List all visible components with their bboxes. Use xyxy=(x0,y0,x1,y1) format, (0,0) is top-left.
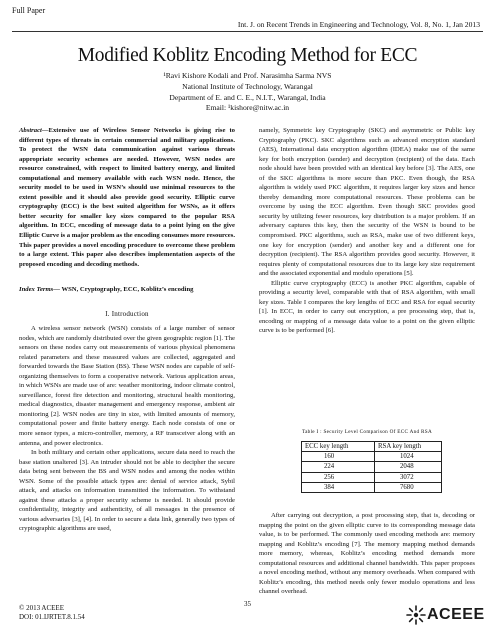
author-names: ¹Ravi Kishore Kodali and Prof. Narasimha Sarma NVS xyxy=(163,71,332,80)
table-row xyxy=(302,462,442,472)
page-number: 35 xyxy=(244,600,251,608)
key-length-table xyxy=(301,441,442,493)
table-caption: Table I : Security Level Comparison Of ECC And RSA xyxy=(301,429,433,435)
index-terms-text: — WSN, Cryptography, ECC, Koblitz’s encoding xyxy=(53,286,194,293)
author-block xyxy=(0,71,495,114)
table-header-cell: ECC key length xyxy=(302,442,375,452)
table-cell: 384 xyxy=(302,482,375,492)
abstract-label: Abstract xyxy=(19,127,42,134)
introduction-body xyxy=(19,324,235,534)
paragraph: In both military and certain other applications, secure data need to reach the base station unaltered [3]. An intruder should not be able to decipher the secure data being sent between the BS and WSN nodes and among the nodes within WSN. Some of the possible attack types are: denial of service attack, Sybil attack, and attacks on information transmitted the information. To withstand against these attacks a proper security scheme is needed. It should provide confidentiality, integrity and authenticity, of all messages in the presence of various adversaries [3], [4]. In order to secure a data link, generally two types of cryptographic algorithms are used, xyxy=(19,449,235,533)
table-cell: 2048 xyxy=(375,462,442,472)
right-column-top xyxy=(259,126,475,336)
index-terms-label: Index Terms xyxy=(19,286,54,293)
section-heading: I. Introduction xyxy=(105,310,149,318)
logo-text: ACEEE xyxy=(427,606,485,623)
table-cell: 7680 xyxy=(375,482,442,492)
table-cell: 256 xyxy=(302,472,375,482)
table-cell: 1024 xyxy=(375,452,442,462)
abstract xyxy=(19,126,235,269)
author-institution: National Institute of Technology, Warangal xyxy=(182,81,313,91)
author-department: Department of E. and C. E., N.I.T., Warangal, India xyxy=(169,92,326,102)
table-cell: 224 xyxy=(302,462,375,472)
aceee-logo xyxy=(405,604,483,626)
header-rule xyxy=(12,31,483,32)
logo-mark-icon xyxy=(405,604,427,626)
table-header-cell: RSA key length xyxy=(375,442,442,452)
table-row xyxy=(302,452,442,462)
table-row xyxy=(302,482,442,492)
paper-type-label: Full Paper xyxy=(12,6,46,15)
paragraph: Elliptic curve cryptography (ECC) is another PKC algorithm, capable of providing a security level, comparable with that of RSA algorithm, with small key sizes. Table I compares the key lengths of ECC and RSA for equal security [1]. In ECC, in order to carry out encryption, a pre processing step, that is, encoding or mapping of a message data value to a point on the given elliptic curve is to be performed [6]. xyxy=(259,279,475,335)
table-row xyxy=(302,472,442,482)
right-column-bottom xyxy=(259,511,475,597)
table-cell: 160 xyxy=(302,452,375,462)
index-terms xyxy=(19,285,235,295)
copyright: © 2013 ACEEE xyxy=(19,604,64,612)
paragraph: After carrying out decryption, a post processing step, that is, decoding or mapping the point on the given elliptic curve to its corresponding message data value, is to be performed. The commonly used encoding methods are: memory mapping and Koblitz’s encoding [7]. The memory mapping method demands more memory, whereas, Koblitz’s encoding method demands more computational resources and additional channel bandwidth. This paper proposes a novel encoding method, without any memory overheads. When compared with Koblitz’s encoding, this method needs only fewer modulo operations and less channel overhead. xyxy=(259,512,475,596)
paragraph: A wireless sensor network (WSN) consists of a large number of sensor nodes, which are randomly distributed over the given geographic region [1]. The sensors on these nodes carry out measurements of various physical phenomena related parameters and these measured values are collected, aggregated and forwarded towards the Base Station (BS). These WSN nodes are capable of self- organizing themselves to form a cooperative network. Various application areas, in which WSNs are made use of are: weather monitoring, indoor climate control, surveillance, forest fire detection and monitoring, structural health monitoring, medical diagnostics, disaster management and emergency response, ambient air monitoring [2]. WSN nodes are tiny in size, with limited amounts of memory, computational power and finite battery energy. Each node consists of one or more sensor types, a micro-controller, memory, a RF transceiver along with an antenna, and power electronics. xyxy=(19,325,235,447)
paper-title: Modified Koblitz Encoding Method for ECC xyxy=(77,45,418,66)
paragraph: namely, Symmetric key Cryptography (SKC) and asymmetric or Public key Cryptography (PKC). SKC algorithms such as advanced encryption standard (AES), International data encryption algorithm (IDEA) make use of the same key for both encryption (sender) and decryption (recipient) of the data. Each node should have been provided with an identical key before [3]. The AES, one of the SKC algorithms is more secure than PKC. Even though, the RSA algorithm is widely used PKC algorithm, it requires larger key sizes and hence thereby demanding more computational resources. These problems can be overcome by using the ECC algorithm. Even though SKC provides good security by utilizing fewer resources, key distribution is a major problem. If an adversary captures this key, then the security of the WSN is bound to be compromised. PKC algorithms, such as RSA, make use of two different keys, one key for encryption (sender) and another key and a different one for decryption (recipient). The RSA algorithm provides good security. However, it requires plenty of computational resources due to its large key size requirement and the associated exponential and modulo operations [5]. xyxy=(259,127,475,278)
doi: DOI: 01.IJRTET.8.1.54 xyxy=(19,613,85,621)
journal-citation: Int. J. on Recent Trends in Engineering and Technology, Vol. 8, No. 1, Jan 2013 xyxy=(237,20,480,29)
author-email: Email: ¹kishore@nitw.ac.in xyxy=(205,103,290,113)
table-header-row xyxy=(302,442,442,452)
abstract-text: —Extensive use of Wireless Sensor Networks is giving rise to different types of threats in certain commercial and military applications. To protect the WSN data communication against various threats appropriate security schemes are needed. However, WSN nodes are resource constrained, with respect to limited battery energy, and limited computational and memory available with each WSN node. Hence, the security model to be used in WSN’s should use minimal resources to the extent possible and it should also provide good security. Elliptic curve cryptography (ECC) is the best suited algorithm for WSNs, as it offers better security for smaller key sizes compared to the popular RSA algorithm. In ECC, encoding of message data to a point lying on the give Elliptic Curve is a major problem as the encoding consumes more resources. This paper provides a novel encoding procedure to overcome these problem to a large extent. This paper also describes implementation aspects of the proposed encoding and decoding methods. xyxy=(19,127,235,268)
table-cell: 3072 xyxy=(375,472,442,482)
